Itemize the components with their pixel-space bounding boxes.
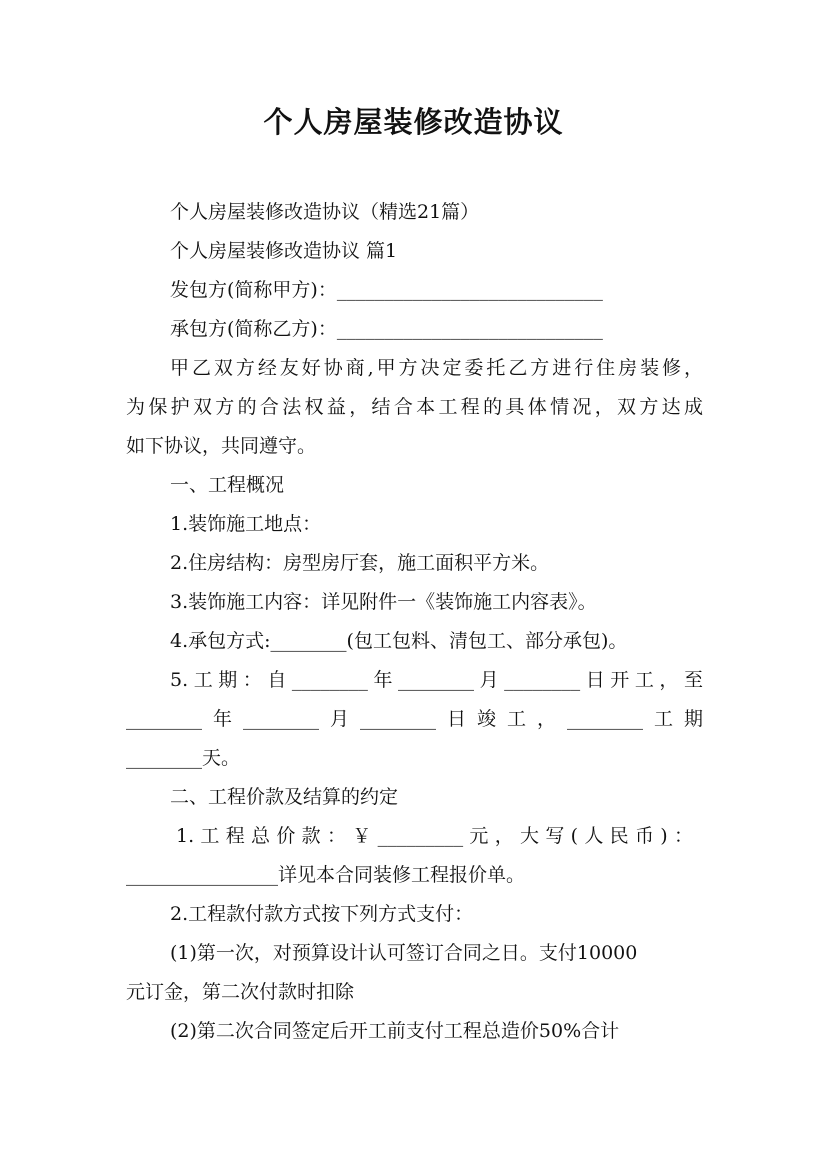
doc-subtitle: 个人房屋装修改造协议（精选21篇） [170,201,480,223]
clause-line: ________年________月________日竣工，________工期 [126,708,703,730]
paragraph-line: 为保护双方的合法权益，结合本工程的具体情况，双方达成 [126,396,703,418]
clause-line: 2.工程款付款方式按下列方式支付： [170,903,474,925]
document-title: 个人房屋装修改造协议 [263,105,564,139]
paragraph-line: 如下协议，共同遵守。 [126,435,317,457]
clause-line: 1.装饰施工地点： [170,513,322,535]
paragraph-line: 甲乙双方经友好协商,甲方决定委托乙方进行住房装修， [170,357,703,379]
clause-line: 2.住房结构：房型房厅套，施工面积平方米。 [170,552,550,574]
party-a-line: 发包方(简称甲方)：____________________________ [170,279,603,301]
section-heading: 二、工程价款及结算的约定 [170,786,399,808]
clause-line: (1)第一次，对预算设计认可签订合同之日。支付10000 [170,942,638,964]
clause-line: (2)第二次合同签定后开工前支付工程总造价50%合计 [170,1020,620,1042]
clause-line: 4.承包方式:________(包工包料、清包工、部分承包)。 [170,630,628,652]
clause-line: 1.工程总价款：￥_________元，大写(人民币)： [176,825,693,847]
clause-line: ________________详见本合同装修工程报价单。 [126,864,526,886]
section-heading: 一、工程概况 [170,474,285,496]
clause-line: ________天。 [126,747,241,769]
clause-line: 5.工期：自________年________月________日开工，至 [170,669,703,691]
party-b-line: 承包方(简称乙方)：____________________________ [170,318,603,340]
clause-line: 元订金，第二次付款时扣除 [126,981,355,1003]
section-heading: 个人房屋装修改造协议 篇1 [170,240,398,262]
clause-line: 3.装饰施工内容：详见附件一《装饰施工内容表》。 [170,591,597,613]
